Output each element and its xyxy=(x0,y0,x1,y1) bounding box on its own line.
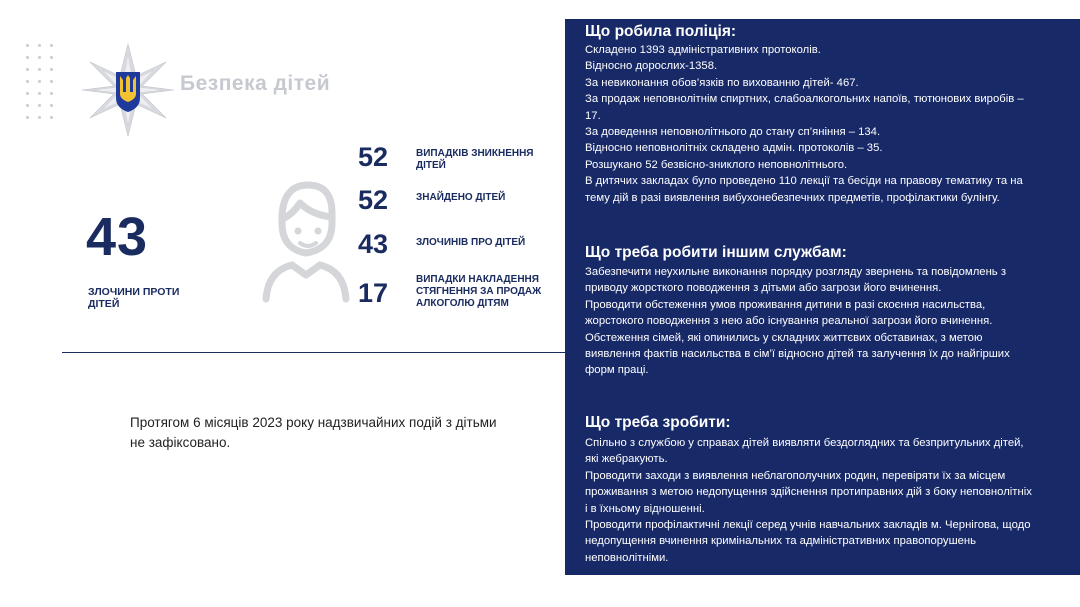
section-police-line: В дитячих закладах було проведено 110 лекції та бесіди на правову тематику та на тему дій в разі виявлення вибухонебезпечних предметів, профілактики булінгу. xyxy=(585,175,1023,204)
child-icon xyxy=(258,175,354,305)
police-star-logo xyxy=(80,42,176,138)
section-services-line: Проводити обстеження умов проживання дитини в разі скоєння насильства, жорстокого поводження з нею або існування реальної загрози його вчинення. xyxy=(585,298,993,328)
section-services-line: Обстеження сімей, які опинились у складних життєвих обставинах, з метою виявлення фактів насильства в сім’ї відносно дітей та залучення їх до найгірших форм праці. xyxy=(585,331,1010,377)
section-services-body xyxy=(585,264,1035,379)
stat-alcohol-label: ВИПАДКИ НАКЛАДЕННЯ СТЯГНЕННЯ ЗА ПРОДАЖ АЛКОГОЛЮ ДІТЯМ xyxy=(416,274,542,309)
stat-missing-value: 52 xyxy=(358,142,389,172)
stat-crimes-label: ЗЛОЧИНІВ ПРО ДІТЕЙ xyxy=(416,237,526,248)
section-police-line: За доведення неповнолітнього до стану сп’яніння – 134. xyxy=(585,126,881,139)
stat-crimes-value: 43 xyxy=(358,229,389,259)
section-todo-line: Спільно з службою у справах дітей виявляти бездоглядних та безпритульних дітей, які жебракують. xyxy=(585,437,1024,466)
section-todo-line: Проводити профілактичні лекції серед учнів навчальних закладів м. Чернігова, щодо недопущення вчинення кримінальних та адміністративних правопорушень неповнолітніми. xyxy=(585,519,1031,564)
stat-found-label: ЗНАЙДЕНО ДІТЕЙ xyxy=(416,192,506,203)
section-police-line: За невиконання обов’язків по вихованню дітей- 467. xyxy=(585,76,859,89)
info-panel xyxy=(565,19,1080,575)
section-todo-body xyxy=(585,435,1035,566)
main-stat-value: 43 xyxy=(86,207,149,267)
note-text: Протягом 6 місяців 2023 року надзвичайних подій з дітьми не зафіксовано. xyxy=(130,415,497,450)
divider xyxy=(62,352,570,353)
brand-title: Безпека дітей xyxy=(180,72,331,95)
section-police-line: Розшукано 52 безвісно-зниклого неповнолітнього. xyxy=(585,158,848,171)
decorative-dots xyxy=(26,44,56,124)
section-police-line: Відносно дорослих-1358. xyxy=(585,60,718,73)
section-services-title: Що треба робити іншим службам: xyxy=(585,244,847,261)
main-stat-label: ЗЛОЧИНИ ПРОТИ ДІТЕЙ xyxy=(88,286,180,310)
section-todo-line: Проводити заходи з виявлення неблагополучних родин, перевіряти їх за місцем проживання з метою недопущення здійснення протиправних дій з боку неповнолітніх і в їхньому відношенні. xyxy=(585,469,1032,515)
section-todo-title: Що треба зробити: xyxy=(585,414,731,431)
stat-alcohol-value: 17 xyxy=(358,278,389,308)
section-police-line: Відносно неповнолітніх складено адмін. протоколів – 35. xyxy=(585,142,883,155)
section-services-line: Забезпечити неухильне виконання порядку розгляду звернень та повідомлень з приводу жорсткого поводження з дітьми або загрози його вчинення. xyxy=(585,266,1007,295)
section-police-line: За продаж неповнолітнім спиртних, слабоалкогольних напоїв, тютюнових виробів – 17. xyxy=(585,93,1024,122)
stat-missing-label: ВИПАДКІВ ЗНИКНЕННЯ ДІТЕЙ xyxy=(416,148,534,171)
section-police-body xyxy=(585,42,1035,206)
stat-found-value: 52 xyxy=(358,185,389,215)
section-police-line: Складено 1393 адміністративних протоколів. xyxy=(585,44,821,56)
section-police-title: Що робила поліція: xyxy=(585,23,737,40)
